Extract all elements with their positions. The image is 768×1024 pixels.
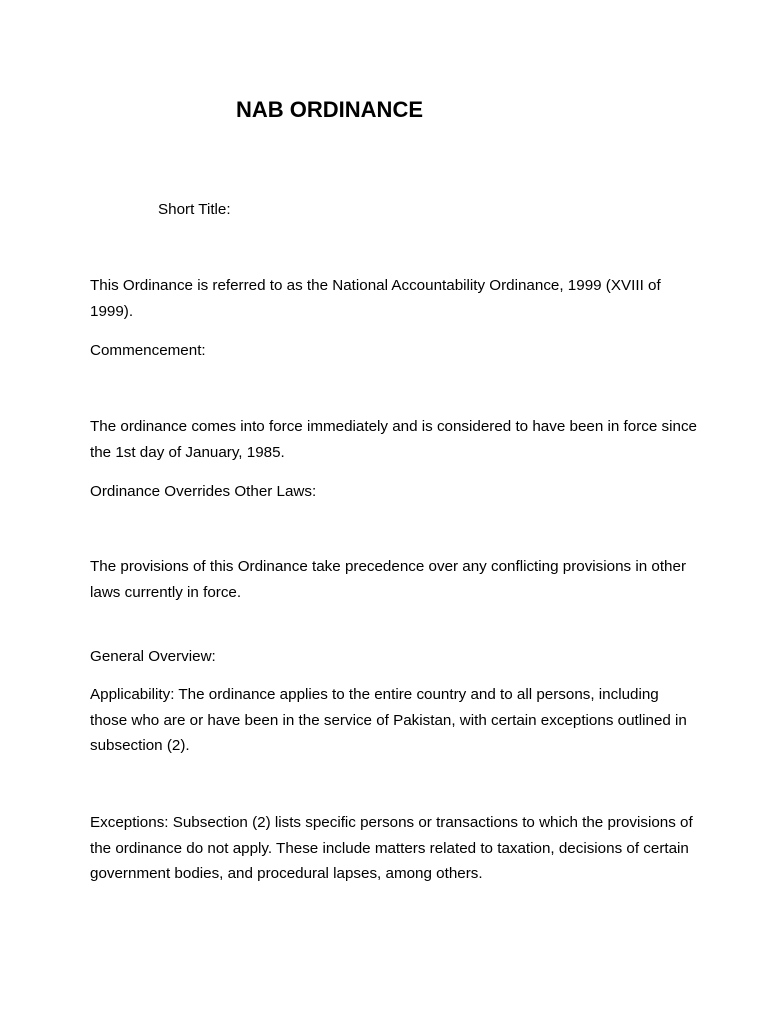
overrides-paragraph: The provisions of this Ordinance take precedence over any conflicting provisions in other laws currently in force. xyxy=(90,558,687,601)
short-title-paragraph: This Ordinance is referred to as the National Accountability Ordinance, 1999 (XVIII of 1999). xyxy=(90,277,661,320)
commencement-paragraph: The ordinance comes into force immediately and is considered to have been in force since the 1st day of January, 1985. xyxy=(90,418,697,461)
exceptions-paragraph: Exceptions: Subsection (2) lists specific persons or transactions to which the provisions of the ordinance do not apply. These include matters related to taxation, decisions of certain government bodies, and procedural lapses, among others. xyxy=(90,814,693,883)
overrides-heading: Ordinance Overrides Other Laws: xyxy=(90,483,317,500)
applicability-paragraph: Applicability: The ordinance applies to the entire country and to all persons, including those who are or have been in the service of Pakistan, with certain exceptions outlined in subsection (2). xyxy=(90,686,687,755)
short-title-heading: Short Title: xyxy=(158,201,231,218)
commencement-heading: Commencement: xyxy=(90,342,206,359)
document-title: NAB ORDINANCE xyxy=(236,97,423,122)
overview-heading: General Overview: xyxy=(90,648,216,665)
